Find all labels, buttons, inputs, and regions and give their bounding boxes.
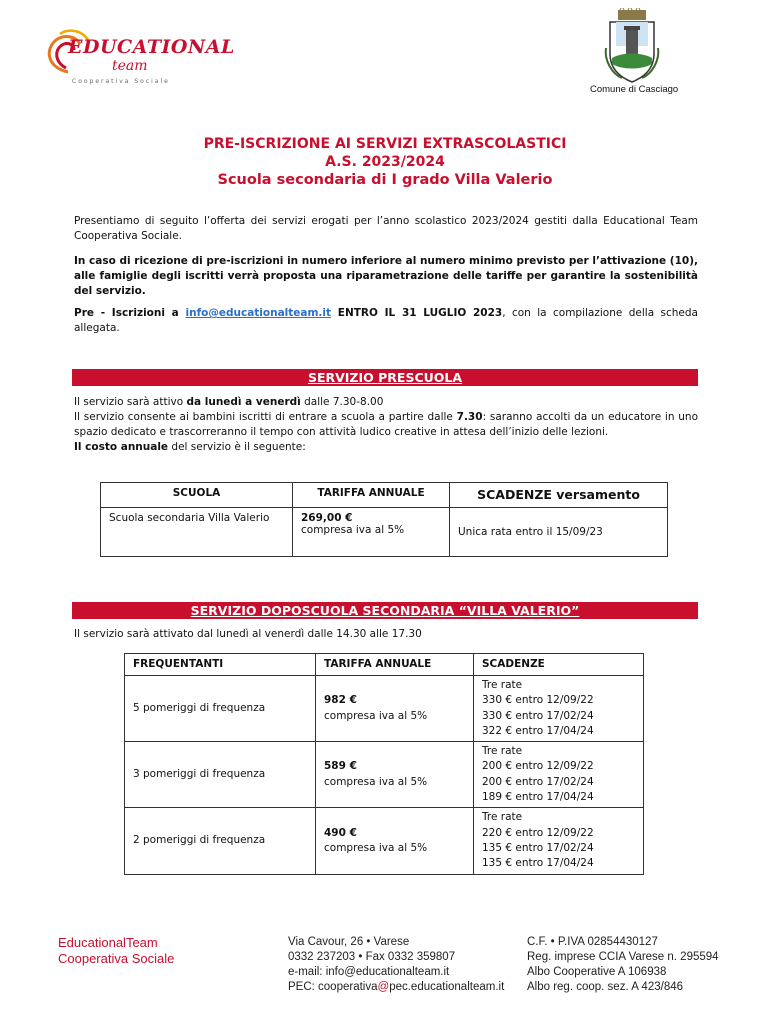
table-header-row: [125, 654, 644, 676]
deadline-text: ENTRO IL 31 LUGLIO 2023: [331, 307, 503, 319]
table-row: [125, 742, 644, 808]
logo-team-word: team: [112, 58, 148, 74]
section-header-doposcuola: SERVIZIO DOPOSCUOLA SECONDARIA “VILLA VALERIO”: [72, 602, 698, 619]
cell-scuola: Scuola secondaria Villa Valerio: [101, 508, 293, 557]
table-row: [101, 508, 668, 557]
col-header: SCUOLA: [101, 483, 293, 508]
col-header: SCADENZE: [474, 654, 644, 676]
footer-brand-name: EducationalTeam: [58, 935, 158, 950]
footer-brand: [58, 935, 174, 967]
cell-frequentanti: 5 pomeriggi di frequenza: [125, 676, 316, 742]
table-row: [125, 676, 644, 742]
table-row: [125, 808, 644, 874]
registration-tail: , con la compilazione della scheda allegata.: [74, 307, 698, 334]
prescuola-table: [100, 482, 668, 557]
comune-crest-icon: [602, 8, 662, 84]
col-header: SCADENZE versamento: [450, 483, 668, 508]
intro-paragraph: Presentiamo di seguito l’offerta dei servizi erogati per l’anno scolastico 2023/2024 gestiti dalla Educational Team Cooperativa Sociale.: [74, 215, 698, 242]
cell-scadenze: Tre rate 200 € entro 12/09/22 200 € entro 17/02/24 189 € entro 17/04/24: [474, 742, 644, 808]
registration-paragraph: [74, 306, 698, 336]
col-header: TARIFFA ANNUALE: [293, 483, 450, 508]
registration-label: Pre - Iscrizioni a: [74, 307, 186, 319]
cell-tariffa: 589 € compresa iva al 5%: [316, 742, 474, 808]
page-title: PRE-ISCRIZIONE AI SERVIZI EXTRASCOLASTICI: [203, 136, 567, 152]
school-year: A.S. 2023/2024: [325, 154, 445, 170]
doposcuola-table: [124, 653, 644, 875]
school-name: Scuola secondaria di I grado Villa Valerio: [217, 172, 553, 188]
logo-subtitle: Cooperativa Sociale: [72, 78, 170, 85]
cell-frequentanti: 2 pomeriggi di frequenza: [125, 808, 316, 874]
cell-scadenze: Tre rate 220 € entro 12/09/22 135 € entro 17/02/24 135 € entro 17/04/24: [474, 808, 644, 874]
section-header-prescuola: SERVIZIO PRESCUOLA: [72, 369, 698, 386]
warning-paragraph: In caso di ricezione di pre-iscrizioni in numero inferiore al numero minimo previsto per l’attivazione (10), alle famiglie degli iscritti verrà proposta una riparametrazione delle tariffe per garantire la sostenibilità del servizio.: [74, 255, 698, 297]
logo-wordmark: EDUCATIONAL: [68, 36, 235, 58]
cell-tariffa: 490 € compresa iva al 5%: [316, 808, 474, 874]
comune-label: Comune di Casciago: [590, 84, 679, 95]
col-header: FREQUENTANTI: [125, 654, 316, 676]
doposcuola-description: Il servizio sarà attivato dal lunedì al venerdì dalle 14.30 alle 17.30: [74, 628, 422, 640]
footer-registry: C.F. • P.IVA 02854430127 Reg. imprese CCIA Varese n. 295594 Albo Cooperative A 106938 Albo reg. coop. sez. A 423/846: [527, 936, 719, 993]
cell-scadenze: Tre rate 330 € entro 12/09/22 330 € entro 17/02/24 322 € entro 17/04/24: [474, 676, 644, 742]
email-link[interactable]: info@educationalteam.it: [185, 307, 332, 319]
footer-contacts: Via Cavour, 26 • Varese 0332 237203 • Fax 0332 359807 e-mail: info@educationalteam.it PEC: cooperativa@pec.educationalteam.it: [288, 936, 505, 993]
cell-scadenza: Unica rata entro il 15/09/23: [450, 508, 668, 557]
cell-tariffa: 269,00 € compresa iva al 5%: [293, 508, 450, 557]
table-header-row: [101, 483, 668, 508]
footer-brand-subtitle: Cooperativa Sociale: [58, 951, 175, 966]
col-header: TARIFFA ANNUALE: [316, 654, 474, 676]
prescuola-description: Il servizio sarà attivo da lunedì a venerdì dalle 7.30-8.00 Il servizio consente ai bambini iscritti di entrare a scuola a partire dalle 7.30: saranno accolti da un educatore in uno spazio dedicato e trascorreranno il tempo con attività ludico creative in attesa dell’inizio delle lezioni. Il costo annuale del servizio è il seguente:: [74, 396, 698, 453]
cell-frequentanti: 3 pomeriggi di frequenza: [125, 742, 316, 808]
cell-tariffa: 982 € compresa iva al 5%: [316, 676, 474, 742]
educational-team-logo: [38, 22, 235, 86]
